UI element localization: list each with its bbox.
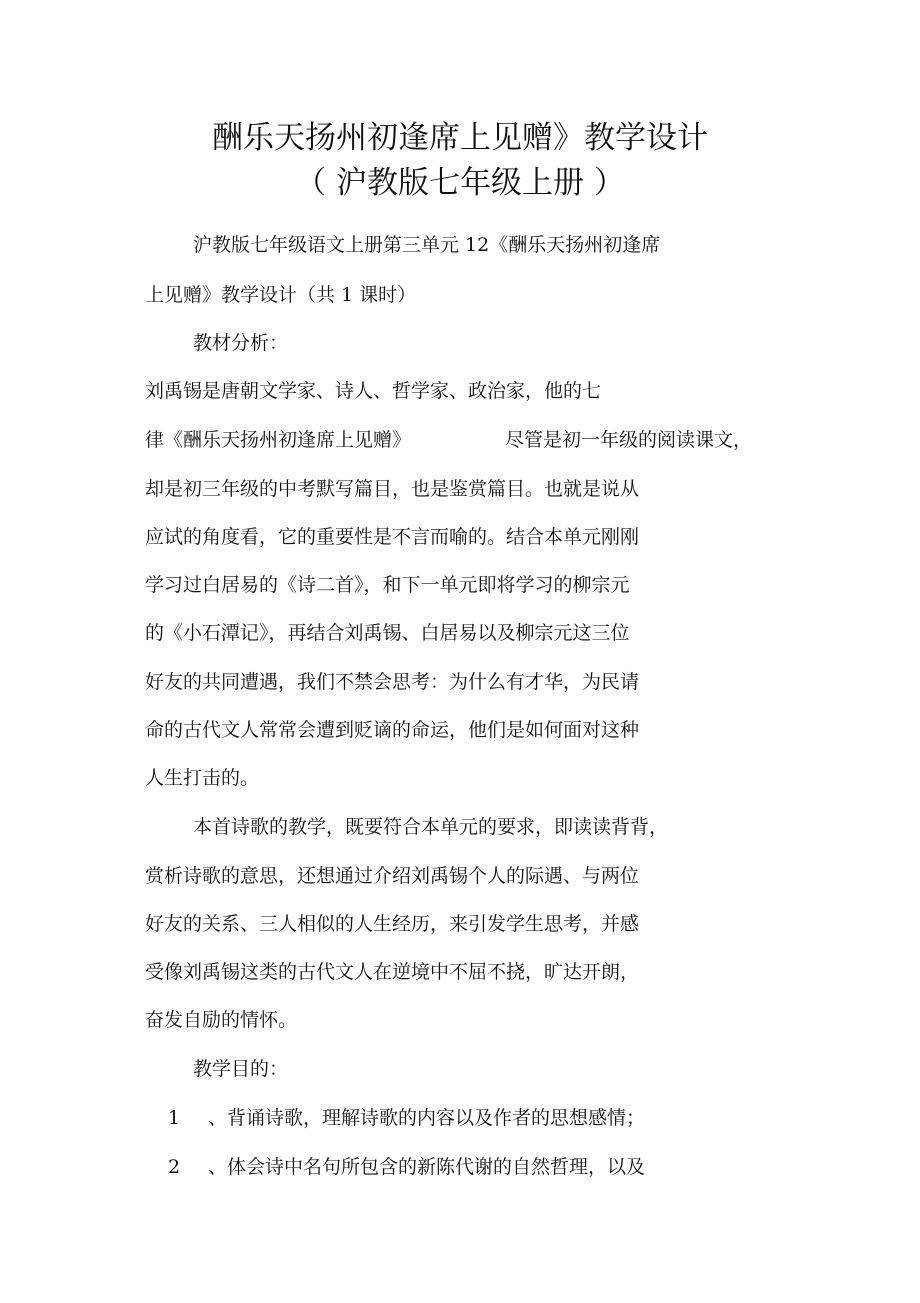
material-line-7: 好友的共同遭遇，我们不禁会思考：为什么有才华，为民请 [145, 671, 640, 693]
material-line-5: 学习过白居易的《诗二首》，和下一单元即将学习的柳宗元 [145, 574, 630, 596]
intro-line-1: 沪教版七年级语文上册第三单元 12《酬乐天扬州初逢席 [193, 234, 661, 256]
teaching-line-3: 好友的关系、三人相似的人生经历，来引发学生思考，并感 [145, 913, 640, 935]
goal-number-1: 1 [168, 1107, 181, 1129]
teaching-line-2: 赏析诗歌的意思，还想通过介绍刘禹锡个人的际遇、与两位 [145, 865, 640, 887]
goal-text-1: 、背诵诗歌，理解诗歌的内容以及作者的思想感情； [208, 1107, 646, 1129]
section-heading-goals: 教学目的： [193, 1058, 289, 1080]
teaching-line-1: 本首诗歌的教学，既要符合本单元的要求，即读读背背， [193, 816, 669, 838]
goal-number-2: 2 [168, 1156, 181, 1178]
teaching-line-5: 奋发自励的情怀。 [145, 1009, 298, 1031]
material-line-6: 的《小石潭记》，再结合刘禹锡、白居易以及柳宗元这三位 [145, 622, 630, 644]
document-title-line1: 酬乐天扬州初逢席上见赠》教学设计 [212, 120, 708, 156]
material-line-1: 刘禹锡是唐朝文学家、诗人、哲学家、政治家，他的七 [145, 380, 602, 402]
material-line-4: 应试的角度看，它的重要性是不言而喻的。结合本单元刚刚 [145, 526, 640, 548]
material-line-2b: 尽管是初一年级的阅读课文， [505, 429, 753, 451]
intro-line-2: 上见赠》教学设计（共 1 课时） [145, 284, 417, 306]
material-line-9: 人生打击的。 [145, 767, 260, 789]
goal-text-2: 、体会诗中名句所包含的新陈代谢的自然哲理，以及 [208, 1156, 646, 1178]
section-heading-material: 教材分析： [193, 332, 289, 354]
material-line-2a: 律《酬乐天扬州初逢席上见赠》 [145, 429, 412, 451]
teaching-line-4: 受像刘禹锡这类的古代文人在逆境中不屈不挠，旷达开朗， [145, 961, 640, 983]
material-line-8: 命的古代文人常常会遭到贬谪的命运，他们是如何面对这种 [145, 719, 640, 741]
material-line-3: 却是初三年级的中考默写篇目，也是鉴赏篇目。也就是说从 [145, 478, 640, 500]
document-title-line2: （ 沪教版七年级上册 ） [295, 165, 625, 201]
